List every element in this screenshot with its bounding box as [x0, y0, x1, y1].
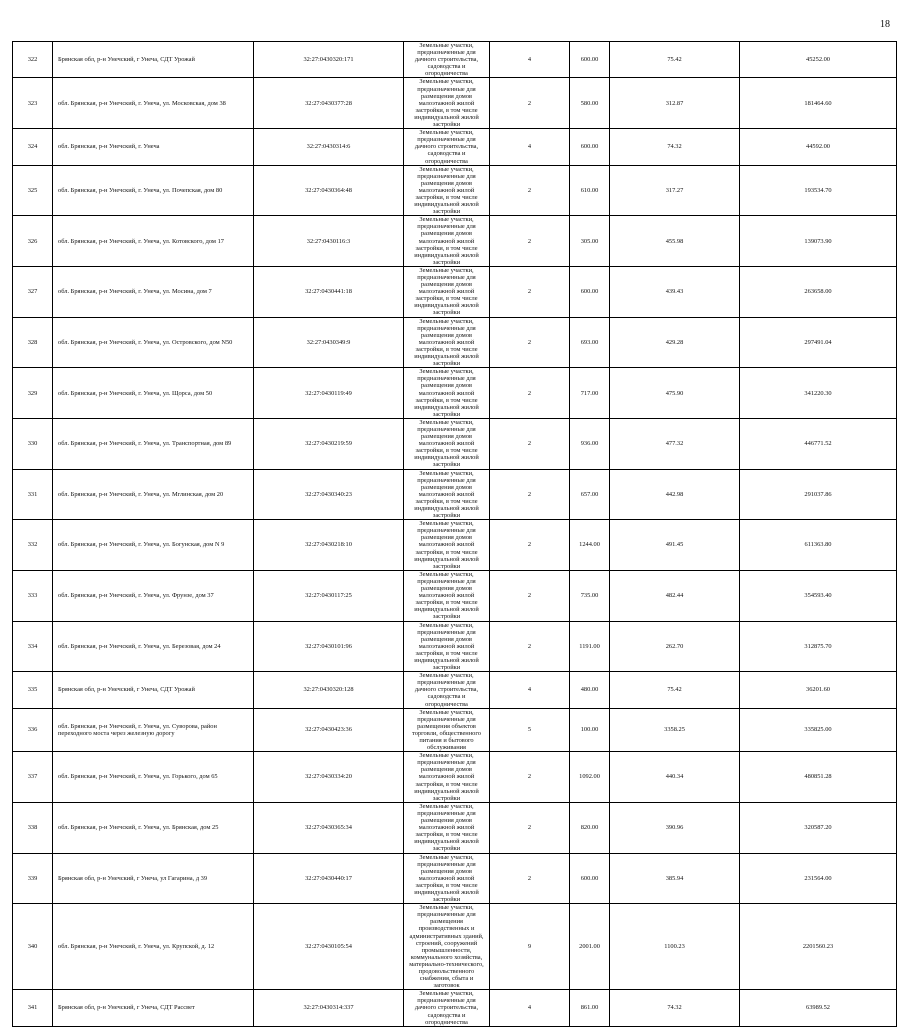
cadastral-value-cell: 480851.28 [740, 752, 897, 803]
cadastral-value-cell: 45252.00 [740, 42, 897, 78]
area-cell: 735.00 [570, 570, 610, 621]
table-row [13, 129, 897, 165]
cadastral-value-cell: 231564.00 [740, 853, 897, 904]
table-row [13, 708, 897, 752]
cadastral-value-cell: 312875.70 [740, 621, 897, 672]
land-category-cell: Земельные участки, предназначенные для размещения домов малоэтажной жилой застройки, в том числе индивидуальной жилой застройки [404, 802, 490, 853]
rate-cell: 75.42 [610, 42, 740, 78]
rate-cell: 439.43 [610, 266, 740, 317]
row-number-cell: 325 [13, 165, 53, 216]
address-cell: обл. Брянская, р-н Унечский, г. Унеча, ул. Щорса, дом 50 [53, 368, 254, 419]
group-number-cell: 2 [490, 570, 570, 621]
table-row [13, 520, 897, 571]
rate-cell: 1100.23 [610, 904, 740, 990]
cadastral-number-cell: 32:27:0430218:10 [254, 520, 404, 571]
table-row [13, 165, 897, 216]
cadastral-number-cell: 32:27:0430320:128 [254, 672, 404, 708]
area-cell: 480.00 [570, 672, 610, 708]
land-category-cell: Земельные участки, предназначенные для размещения домов малоэтажной жилой застройки, в том числе индивидуальной жилой застройки [404, 216, 490, 267]
group-number-cell: 4 [490, 42, 570, 78]
row-number-cell: 323 [13, 78, 53, 129]
cadastral-number-cell: 32:27:0430334:20 [254, 752, 404, 803]
area-cell: 1092.00 [570, 752, 610, 803]
area-cell: 600.00 [570, 129, 610, 165]
land-category-cell: Земельные участки, предназначенные для размещения домов малоэтажной жилой застройки, в том числе индивидуальной жилой застройки [404, 165, 490, 216]
group-number-cell: 2 [490, 802, 570, 853]
group-number-cell: 2 [490, 78, 570, 129]
table-row [13, 42, 897, 78]
cadastral-number-cell: 32:27:0430314:6 [254, 129, 404, 165]
area-cell: 600.00 [570, 42, 610, 78]
area-cell: 305.00 [570, 216, 610, 267]
cadastral-value-cell: 611363.80 [740, 520, 897, 571]
land-category-cell: Земельные участки, предназначенные для размещения домов малоэтажной жилой застройки, в том числе индивидуальной жилой застройки [404, 520, 490, 571]
row-number-cell: 340 [13, 904, 53, 990]
cadastral-value-cell: 36201.60 [740, 672, 897, 708]
land-category-cell: Земельные участки, предназначенные для размещения домов малоэтажной жилой застройки, в том числе индивидуальной жилой застройки [404, 317, 490, 368]
land-category-cell: Земельные участки, предназначенные для размещения домов малоэтажной жилой застройки, в том числе индивидуальной жилой застройки [404, 853, 490, 904]
table-row [13, 368, 897, 419]
row-number-cell: 322 [13, 42, 53, 78]
cadastral-number-cell: 32:27:0430219:59 [254, 418, 404, 469]
table-row [13, 317, 897, 368]
cadastral-value-cell: 297491.04 [740, 317, 897, 368]
rate-cell: 440.34 [610, 752, 740, 803]
land-category-cell: Земельные участки, предназначенные для размещения домов малоэтажной жилой застройки, в том числе индивидуальной жилой застройки [404, 418, 490, 469]
cadastral-number-cell: 32:27:0430440:17 [254, 853, 404, 904]
table-row [13, 904, 897, 990]
table-row [13, 418, 897, 469]
area-cell: 820.00 [570, 802, 610, 853]
address-cell: обл. Брянская, р-н Унечский, г. Унеча, ул. Березовая, дом 24 [53, 621, 254, 672]
group-number-cell: 2 [490, 853, 570, 904]
rate-cell: 477.32 [610, 418, 740, 469]
cadastral-number-cell: 32:27:0430320:171 [254, 42, 404, 78]
rate-cell: 74.32 [610, 129, 740, 165]
area-cell: 693.00 [570, 317, 610, 368]
group-number-cell: 2 [490, 165, 570, 216]
group-number-cell: 2 [490, 621, 570, 672]
land-category-cell: Земельные участки, предназначенные для размещения домов малоэтажной жилой застройки, в том числе индивидуальной жилой застройки [404, 621, 490, 672]
land-plot-table [12, 41, 897, 1027]
area-cell: 600.00 [570, 266, 610, 317]
land-category-cell: Земельные участки, предназначенные для размещения домов малоэтажной жилой застройки, в том числе индивидуальной жилой застройки [404, 752, 490, 803]
cadastral-number-cell: 32:27:0430119:49 [254, 368, 404, 419]
cadastral-number-cell: 32:27:0430364:48 [254, 165, 404, 216]
group-number-cell: 2 [490, 317, 570, 368]
address-cell: Брянская обл, р-н Унечский, г Унеча, СДТ Рассвет [53, 990, 254, 1026]
rate-cell: 482.44 [610, 570, 740, 621]
table-row [13, 621, 897, 672]
table-row [13, 78, 897, 129]
address-cell: обл. Брянская, р-н Унечский, г. Унеча, ул. Московская, дом 38 [53, 78, 254, 129]
rate-cell: 312.87 [610, 78, 740, 129]
cadastral-value-cell: 335825.00 [740, 708, 897, 752]
land-category-cell: Земельные участки, предназначенные для дачного строительства, садоводства и огородничества [404, 672, 490, 708]
address-cell: обл. Брянская, р-н Унечский, г. Унеча, ул. Почепская, дом 80 [53, 165, 254, 216]
land-category-cell: Земельные участки, предназначенные для размещения домов малоэтажной жилой застройки, в том числе индивидуальной жилой застройки [404, 78, 490, 129]
rate-cell: 317.27 [610, 165, 740, 216]
address-cell: обл. Брянская, р-н Унечский, г. Унеча, ул. Островского, дом N50 [53, 317, 254, 368]
address-cell: Брянская обл, р-н Унечский, г Унеча, ул Гагарина, д 39 [53, 853, 254, 904]
area-cell: 2001.00 [570, 904, 610, 990]
area-cell: 861.00 [570, 990, 610, 1026]
cadastral-value-cell: 44592.00 [740, 129, 897, 165]
row-number-cell: 328 [13, 317, 53, 368]
cadastral-number-cell: 32:27:0430117:25 [254, 570, 404, 621]
cadastral-value-cell: 181464.60 [740, 78, 897, 129]
area-cell: 1244.00 [570, 520, 610, 571]
group-number-cell: 2 [490, 216, 570, 267]
row-number-cell: 330 [13, 418, 53, 469]
rate-cell: 429.28 [610, 317, 740, 368]
rate-cell: 455.98 [610, 216, 740, 267]
address-cell: обл. Брянская, р-н Унечский, г. Унеча, ул. Богунская, дом N 9 [53, 520, 254, 571]
table-row [13, 853, 897, 904]
group-number-cell: 4 [490, 990, 570, 1026]
table-row [13, 469, 897, 520]
group-number-cell: 2 [490, 469, 570, 520]
address-cell: обл. Брянская, р-н Унечский, г. Унеча, ул. Крупской, д. 12 [53, 904, 254, 990]
land-category-cell: Земельные участки, предназначенные для размещения домов малоэтажной жилой застройки, в том числе индивидуальной жилой застройки [404, 570, 490, 621]
row-number-cell: 329 [13, 368, 53, 419]
cadastral-number-cell: 32:27:0430314:337 [254, 990, 404, 1026]
land-category-cell: Земельные участки, предназначенные для размещения домов малоэтажной жилой застройки, в том числе индивидуальной жилой застройки [404, 469, 490, 520]
group-number-cell: 2 [490, 418, 570, 469]
cadastral-value-cell: 320587.20 [740, 802, 897, 853]
land-category-cell: Земельные участки, предназначенные для размещения домов малоэтажной жилой застройки, в том числе индивидуальной жилой застройки [404, 266, 490, 317]
cadastral-number-cell: 32:27:0430423:36 [254, 708, 404, 752]
land-category-cell: Земельные участки, предназначенные для дачного строительства, садоводства и огородничества [404, 129, 490, 165]
table-row [13, 802, 897, 853]
table-row [13, 216, 897, 267]
row-number-cell: 326 [13, 216, 53, 267]
cadastral-number-cell: 32:27:0430377:28 [254, 78, 404, 129]
group-number-cell: 4 [490, 672, 570, 708]
row-number-cell: 335 [13, 672, 53, 708]
group-number-cell: 5 [490, 708, 570, 752]
group-number-cell: 2 [490, 752, 570, 803]
rate-cell: 390.96 [610, 802, 740, 853]
address-cell: обл. Брянская, р-н Унечский, г. Унеча, ул. Мглинская, дом 20 [53, 469, 254, 520]
row-number-cell: 336 [13, 708, 53, 752]
row-number-cell: 341 [13, 990, 53, 1026]
address-cell: обл. Брянская, р-н Унечский, г. Унеча [53, 129, 254, 165]
cadastral-value-cell: 354593.40 [740, 570, 897, 621]
area-cell: 1191.00 [570, 621, 610, 672]
area-cell: 936.00 [570, 418, 610, 469]
table-row [13, 266, 897, 317]
land-category-cell: Земельные участки, предназначенные для дачного строительства, садоводства и огородничества [404, 42, 490, 78]
group-number-cell: 9 [490, 904, 570, 990]
row-number-cell: 333 [13, 570, 53, 621]
rate-cell: 475.90 [610, 368, 740, 419]
cadastral-number-cell: 32:27:0430116:3 [254, 216, 404, 267]
rate-cell: 74.32 [610, 990, 740, 1026]
row-number-cell: 334 [13, 621, 53, 672]
address-cell: Брянская обл, р-н Унечский, г Унеча, СДТ Урожай [53, 42, 254, 78]
rate-cell: 491.45 [610, 520, 740, 571]
row-number-cell: 327 [13, 266, 53, 317]
cadastral-number-cell: 32:27:0430365:34 [254, 802, 404, 853]
row-number-cell: 338 [13, 802, 53, 853]
rate-cell: 75.42 [610, 672, 740, 708]
row-number-cell: 339 [13, 853, 53, 904]
cadastral-value-cell: 193534.70 [740, 165, 897, 216]
group-number-cell: 4 [490, 129, 570, 165]
land-category-cell: Земельные участки, предназначенные для дачного строительства, садоводства и огородничества [404, 990, 490, 1026]
area-cell: 657.00 [570, 469, 610, 520]
cadastral-number-cell: 32:27:0430349:9 [254, 317, 404, 368]
group-number-cell: 2 [490, 520, 570, 571]
area-cell: 600.00 [570, 853, 610, 904]
cadastral-number-cell: 32:27:0430441:18 [254, 266, 404, 317]
cadastral-number-cell: 32:27:0430340:23 [254, 469, 404, 520]
rate-cell: 3358.25 [610, 708, 740, 752]
cadastral-value-cell: 446771.52 [740, 418, 897, 469]
rate-cell: 262.70 [610, 621, 740, 672]
address-cell: обл. Брянская, р-н Унечский, г. Унеча, ул. Горького, дом 65 [53, 752, 254, 803]
cadastral-value-cell: 291037.86 [740, 469, 897, 520]
area-cell: 580.00 [570, 78, 610, 129]
row-number-cell: 332 [13, 520, 53, 571]
cadastral-value-cell: 2201560.23 [740, 904, 897, 990]
address-cell: обл. Брянская, р-н Унечский, г. Унеча, ул. Транспортная, дом 89 [53, 418, 254, 469]
cadastral-value-cell: 139073.90 [740, 216, 897, 267]
land-category-cell: Земельные участки, предназначенные для размещения объектов торговли, общественного питания и бытового обслуживания [404, 708, 490, 752]
row-number-cell: 331 [13, 469, 53, 520]
table-row [13, 752, 897, 803]
rate-cell: 442.98 [610, 469, 740, 520]
group-number-cell: 2 [490, 266, 570, 317]
table-row [13, 672, 897, 708]
page-number: 18 [880, 19, 890, 30]
rate-cell: 385.94 [610, 853, 740, 904]
cadastral-number-cell: 32:27:0430105:54 [254, 904, 404, 990]
address-cell: обл. Брянская, р-н Унечский, г. Унеча, ул. Фрунзе, дом 37 [53, 570, 254, 621]
address-cell: обл. Брянская, р-н Унечский, г. Унеча, ул. Суворова, район переходного моста через железную дорогу [53, 708, 254, 752]
address-cell: Брянская обл, р-н Унечский, г Унеча, СДТ Урожай [53, 672, 254, 708]
cadastral-value-cell: 263658.00 [740, 266, 897, 317]
row-number-cell: 337 [13, 752, 53, 803]
address-cell: обл. Брянская, р-н Унечский, г. Унеча, ул. Котовского, дом 17 [53, 216, 254, 267]
area-cell: 100.00 [570, 708, 610, 752]
address-cell: обл. Брянская, р-н Унечский, г. Унеча, ул. Брянская, дом 25 [53, 802, 254, 853]
land-category-cell: Земельные участки, предназначенные для размещения домов малоэтажной жилой застройки, в том числе индивидуальной жилой застройки [404, 368, 490, 419]
area-cell: 717.00 [570, 368, 610, 419]
group-number-cell: 2 [490, 368, 570, 419]
row-number-cell: 324 [13, 129, 53, 165]
address-cell: обл. Брянская, р-н Унечский, г. Унеча, ул. Мосина, дом 7 [53, 266, 254, 317]
cadastral-value-cell: 341220.30 [740, 368, 897, 419]
cadastral-value-cell: 63989.52 [740, 990, 897, 1026]
table-row [13, 570, 897, 621]
table-row [13, 990, 897, 1026]
land-category-cell: Земельные участки, предназначенные для размещения производственных и административных зданий, строений, сооружений промышленности, коммунального хозяйства, материально-технического, продовольственного снабжения, сбыта и заготовок [404, 904, 490, 990]
table-body [13, 42, 897, 1027]
area-cell: 610.00 [570, 165, 610, 216]
cadastral-number-cell: 32:27:0430101:96 [254, 621, 404, 672]
